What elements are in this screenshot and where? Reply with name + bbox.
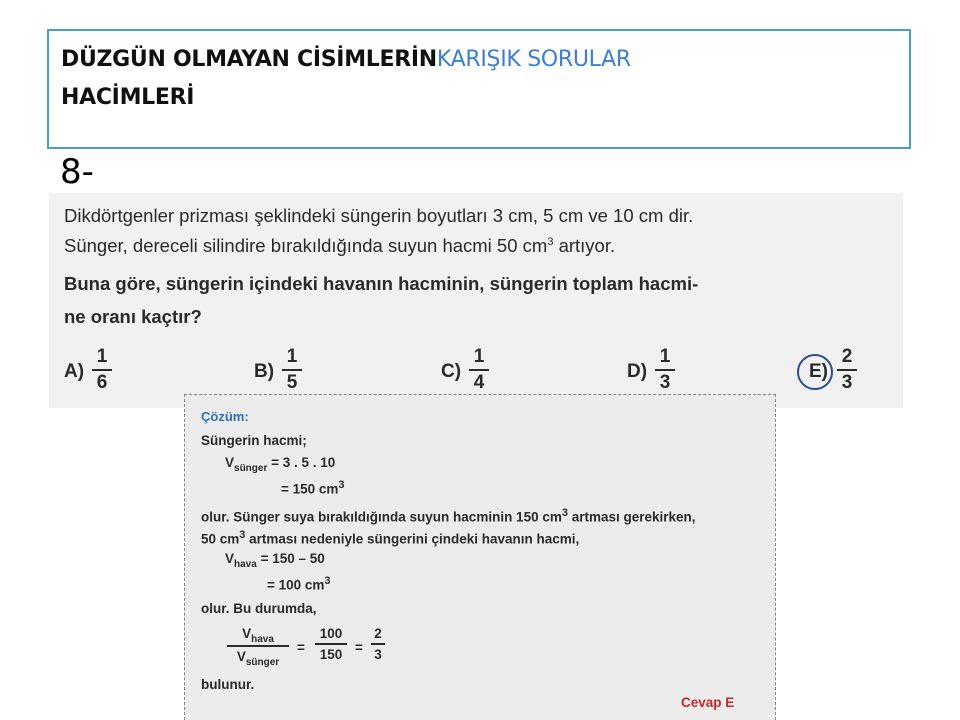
question-number: 8- [60,152,94,192]
solution-text-3: olur. Bu durumda, [201,601,317,616]
solution-panel [184,394,776,720]
title-text: DÜZGÜN OLMAYAN CİSİMLERİN [61,47,437,72]
choice-a-fraction: 1 6 [92,346,112,394]
solution-text-1: olur. Sünger suya bırakıldığında suyun hacminin 150 $cm^3$ artması gerekirken, [201,507,696,525]
answer-label: Cevap E [681,695,735,710]
solution-text-2: 50 $cm^3$ artması nedeniyle süngerini çindeki havanın hacmi, [201,529,580,547]
equals-sign-1: = [297,640,305,655]
solution-text-4: bulunur. [201,677,255,692]
question-panel: Dikdörtgenler prizması şeklindeki süngerin boyutları 3 cm, 5 cm ve 10 cm dir. Sünger, dereceli silindire bırakıldığında suyun hacmi 50 $cm^3$ artıyor. Buna göre, süngerin içindeki havanın hacminin, süngerin toplam hacmi- ne oranı kaçtır? A) 1 6 B) 1 5 C) 1 4 D) 1 3 E) 2 3 [49,193,903,408]
question-line-4: ne oranı kaçtır? [64,306,202,327]
equals-sign-2: = [355,640,363,655]
question-line-2: Sünger, dereceli silindire bırakıldığında suyun hacmi 50 $cm^3$ artıyor. [64,235,616,256]
question-line-1: Dikdörtgenler prizması şeklindeki süngerin boyutları 3 cm, 5 cm ve 10 cm dir. [64,205,694,226]
title-subtitle-blue: KARIŞIK SORULAR [436,47,631,72]
solution-title: Çözüm: [201,409,249,424]
ratio-fraction-1: $V_{hava}$ $V_{sünger}$ [227,625,289,667]
choice-b-fraction: 1 5 [282,346,302,394]
v-hava-result: = 100 $cm^3$ [267,575,331,593]
choice-e-fraction: 2 3 [837,346,857,394]
title-line-2: HACİMLERİ [61,85,195,110]
choice-d-fraction: 1 3 [655,346,675,394]
ratio-fraction-2: 100 150 [315,625,347,663]
choice-c-fraction: 1 4 [469,346,489,394]
title-box [47,29,911,149]
title-line-1 [61,47,631,72]
ratio-fraction-3: 2 3 [371,625,385,663]
solution-line-sponge-volume: Süngerin hacmi; [201,433,307,448]
v-hava-equation: $V_{hava} = 150 - 50$ [225,551,325,570]
v-sunger-equation: $V_{sünger} = 3$ . 5 . 10 [225,455,336,474]
v-sunger-result: = 150 $cm^3$ [281,479,345,497]
question-line-3: Buna göre, süngerin içindeki havanın hacminin, süngerin toplam hacmi- [64,273,699,294]
